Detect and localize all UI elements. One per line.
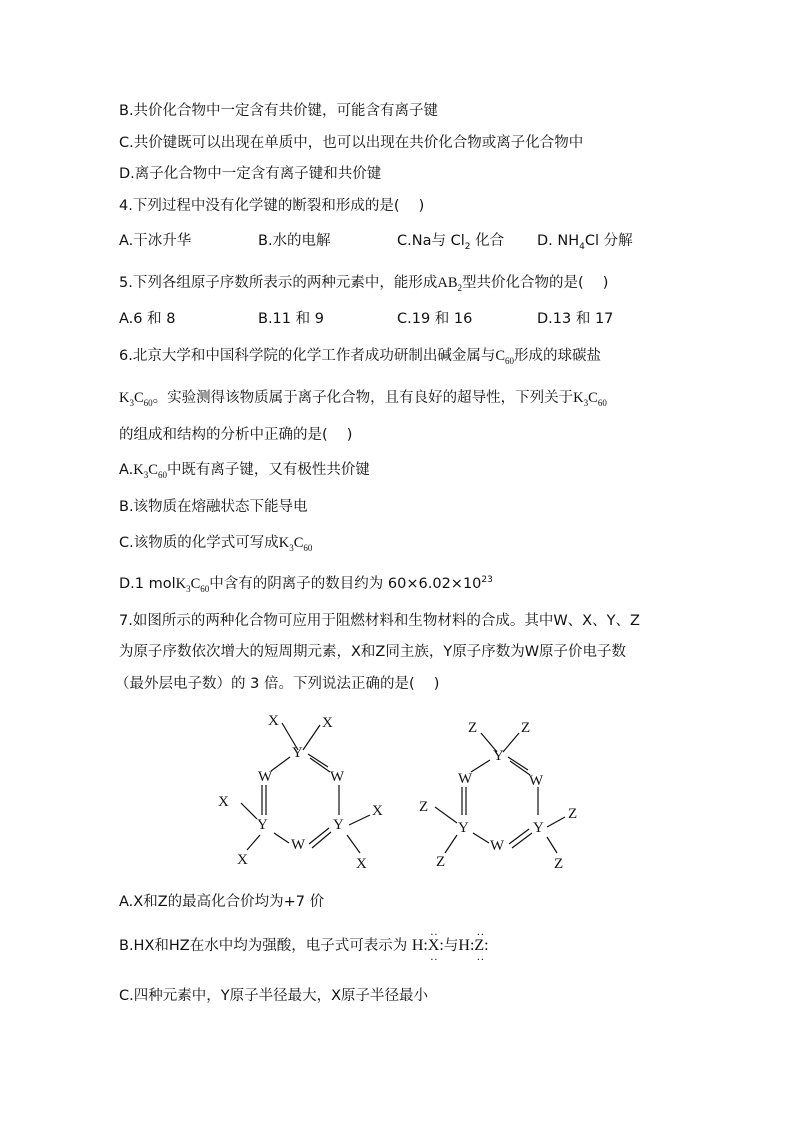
cyclic-structures-figure bbox=[205, 705, 605, 875]
q6-option-c: C.该物质的化学式可写成$K_3C_{60}$ bbox=[119, 535, 313, 553]
left-w-right: W bbox=[330, 769, 345, 785]
question-7-line-2: 为原子序数依次增大的短周期元素，X和Z同主族，Y原子序数为W原子价电子数 bbox=[119, 644, 627, 660]
question-6-line-1: 6.北京大学和中国科学院的化学工作者成功研制出碱金属与$C_{60}$形成的球碳盐 bbox=[119, 348, 602, 366]
q4-option-b: B.水的电解 bbox=[258, 233, 331, 249]
right-z-top-right: Z bbox=[521, 720, 531, 736]
q4-option-c: C.Na与 $Cl_2$ 化合 bbox=[397, 233, 505, 252]
left-structure bbox=[218, 713, 383, 872]
q4-option-a: A.干冰升华 bbox=[119, 233, 192, 249]
right-y-top: Y bbox=[493, 748, 504, 764]
left-y-bottom-right: Y bbox=[333, 817, 344, 833]
q5-option-b: B.11 和 9 bbox=[258, 311, 324, 327]
q5-option-c: C.19 和 16 bbox=[397, 311, 473, 327]
right-z-bottom-left: Z bbox=[436, 854, 446, 870]
q7-option-c: C.四种元素中，Y原子半径最大，X原子半径最小 bbox=[119, 988, 429, 1004]
question-7-line-1: 7.如图所示的两种化合物可应用于阻燃材料和生物材料的合成。其中W、X、Y、Z bbox=[119, 613, 640, 629]
left-w-bottom: W bbox=[291, 837, 306, 853]
option-b-covalent: B.共价化合物中一定含有共价键，可能含有离子键 bbox=[119, 103, 439, 119]
left-x-bottom-right: X bbox=[356, 856, 367, 872]
right-y-bottom-right: Y bbox=[533, 820, 544, 836]
right-structure bbox=[419, 720, 577, 872]
left-x-bottom-left: X bbox=[237, 852, 248, 868]
q7-option-b: B.HX和HZ在水中均为强酸，电子式可表示为 H: ·· X ·· :与H: ·· Z ·· : bbox=[119, 927, 489, 966]
question-7-line-3: （最外层电子数）的 3 倍。下列说法正确的是( ) bbox=[115, 676, 440, 692]
left-y-bottom-left: Y bbox=[257, 817, 268, 833]
q7-option-a: A.X和Z的最高化合价均为+7 价 bbox=[119, 894, 325, 910]
q6-option-b: B.该物质在熔融状态下能导电 bbox=[119, 499, 308, 515]
q4-option-d: D. $NH_4Cl$ 分解 bbox=[537, 233, 633, 252]
right-z-top-left: Z bbox=[468, 720, 478, 736]
question-6-line-2: $K_3C_{60}$。实验测得该物质属于离子化合物，且有良好的超导性，下列关于$K_3C_{60}$ bbox=[119, 390, 607, 408]
q5-option-a: A.6 和 8 bbox=[119, 311, 176, 327]
right-z-mid-left: Z bbox=[419, 799, 429, 815]
q6-option-a: $A.K_3C_{60}$中既有离子键，又有极性共价键 bbox=[119, 462, 370, 480]
q5-option-d: D.13 和 17 bbox=[537, 311, 614, 327]
right-w-right: W bbox=[529, 773, 544, 789]
left-x-top-left: X bbox=[268, 713, 279, 729]
q6-option-d: D.1 $molK_3C_{60}$中含有的阴离子的数目约为 $60\times 6.02\times 10^{23}$ bbox=[119, 575, 493, 594]
option-c-covalent: C.共价键既可以出现在单质中，也可以出现在共价化合物或离子化合物中 bbox=[119, 135, 584, 151]
right-w-bottom: W bbox=[490, 838, 505, 854]
left-x-top-right: X bbox=[322, 715, 333, 731]
left-x-mid-left: X bbox=[218, 794, 229, 810]
left-w-left: W bbox=[258, 769, 273, 785]
right-y-bottom-left: Y bbox=[458, 820, 469, 836]
option-d-ionic: D.离子化合物中一定含有离子键和共价键 bbox=[119, 166, 382, 182]
question-5: 5.下列各组原子序数所表示的两种元素中，能形成$AB_2$型共价化合物的是( ) bbox=[119, 275, 609, 293]
right-w-left: W bbox=[458, 771, 473, 787]
left-x-mid-right: X bbox=[372, 803, 383, 819]
question-6-line-3: 的组成和结构的分析中正确的是( ) bbox=[119, 427, 353, 443]
right-z-mid-right: Z bbox=[568, 806, 578, 822]
left-y-top: Y bbox=[292, 745, 303, 761]
right-z-bottom-right: Z bbox=[554, 856, 564, 872]
question-4: 4.下列过程中没有化学键的断裂和形成的是( ) bbox=[119, 198, 425, 214]
